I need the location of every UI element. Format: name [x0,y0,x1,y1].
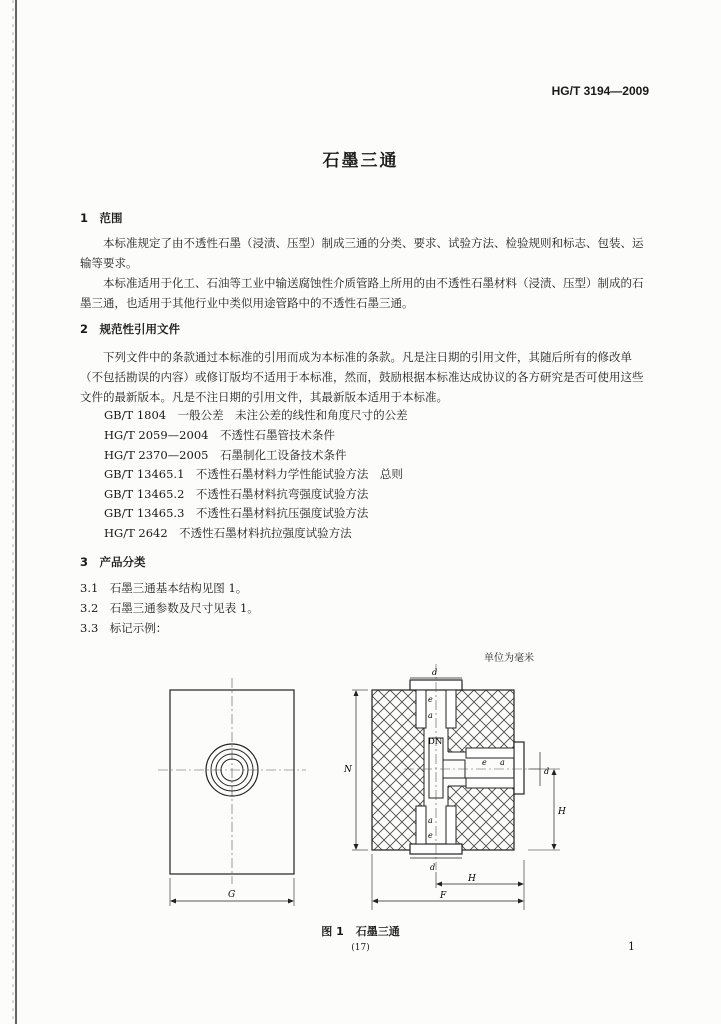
ref-hg2370: HG/T 2370—2005 石墨制化工设备技术条件 [104,448,347,462]
dim-label-e-side: e [482,758,487,767]
dim-label-e-bottom: e [428,831,433,840]
side-view [158,678,306,906]
dim-label-f: F [440,891,447,901]
ref-hg2642: HG/T 2642 不透性石墨材料抗拉强度试验方法 [104,526,352,540]
dim-label-d-bottom: d [430,863,436,872]
section-1-para-2: 本标准适用于化工、石油等工业中输送腐蚀性介质管路上所用的由不透性石墨材料（浸渍、压型）制成的石墨三通，也适用于其他行业中类似用途管路中的不透性石墨三通。 [80,276,644,310]
section-1-heading: 1 范围 [80,211,123,225]
figure-caption [0,923,721,939]
clause-3-2: 3.2 石墨三通参数及尺寸见表 1。 [80,601,259,615]
dim-label-d-side: d [544,767,550,776]
clause-3-3: 3.3 标记示例： [80,621,168,635]
clause-3-1: 3.1 石墨三通基本结构见图 1。 [80,581,248,595]
ref-gb13465-3: GB/T 13465.3 不透性石墨材料抗压强度试验方法 [104,506,369,520]
page-number-center: (17) [351,943,370,953]
ref-gb1804: GB/T 1804 一般公差 未注公差的线性和角度尺寸的公差 [104,408,408,422]
section-1-para-1: 本标准规定了由不透性石墨（浸渍、压型）制成三通的分类、要求、试验方法、检验规则和标志、包装、运输等要求。 [80,236,644,270]
dim-label-h-horizontal: H [468,874,476,884]
section-view [352,664,560,910]
standard-code: HG/T 3194—2009 [551,84,649,98]
figure-caption-number: 图 1 [321,925,344,938]
dim-label-h-vertical: H [558,807,566,817]
section-2-heading: 2 规范性引用文件 [80,322,181,336]
dim-label-a-bottom: a [428,816,433,825]
dim-label-a-side: a [500,758,505,767]
section-3-heading: 3 产品分类 [80,555,146,569]
ref-gb13465-1: GB/T 13465.1 不透性石墨材料力学性能试验方法 总则 [104,467,403,481]
dim-label-a-top: a [428,711,433,720]
figure-caption-text: 石墨三通 [355,925,400,938]
dim-label-e-top: e [428,695,433,704]
page-number-right: 1 [628,940,635,953]
ref-hg2059: HG/T 2059—2004 不透性石墨管技术条件 [104,428,335,442]
dim-label-d-top: d [432,668,438,677]
section-2-para: 下列文件中的条款通过本标准的引用而成为本标准的条款。凡是注日期的引用文件，其随后所有的修改单（不包括勘误的内容）或修订版均不适用于本标准，然而，鼓励根据本标准达成协议的各方研究是否可使用这些文件的最新版本。凡是不注日期的引用文件，其最新版本适用于本标准。 [80,350,644,404]
dim-label-n: N [344,765,352,775]
dim-label-dn: DN [428,737,443,747]
dim-label-g: G [228,890,236,900]
unit-note: 单位为毫米 [484,653,534,664]
page-title: 石墨三通 [322,151,399,171]
ref-gb13465-2: GB/T 13465.2 不透性石墨材料抗弯强度试验方法 [104,487,369,501]
